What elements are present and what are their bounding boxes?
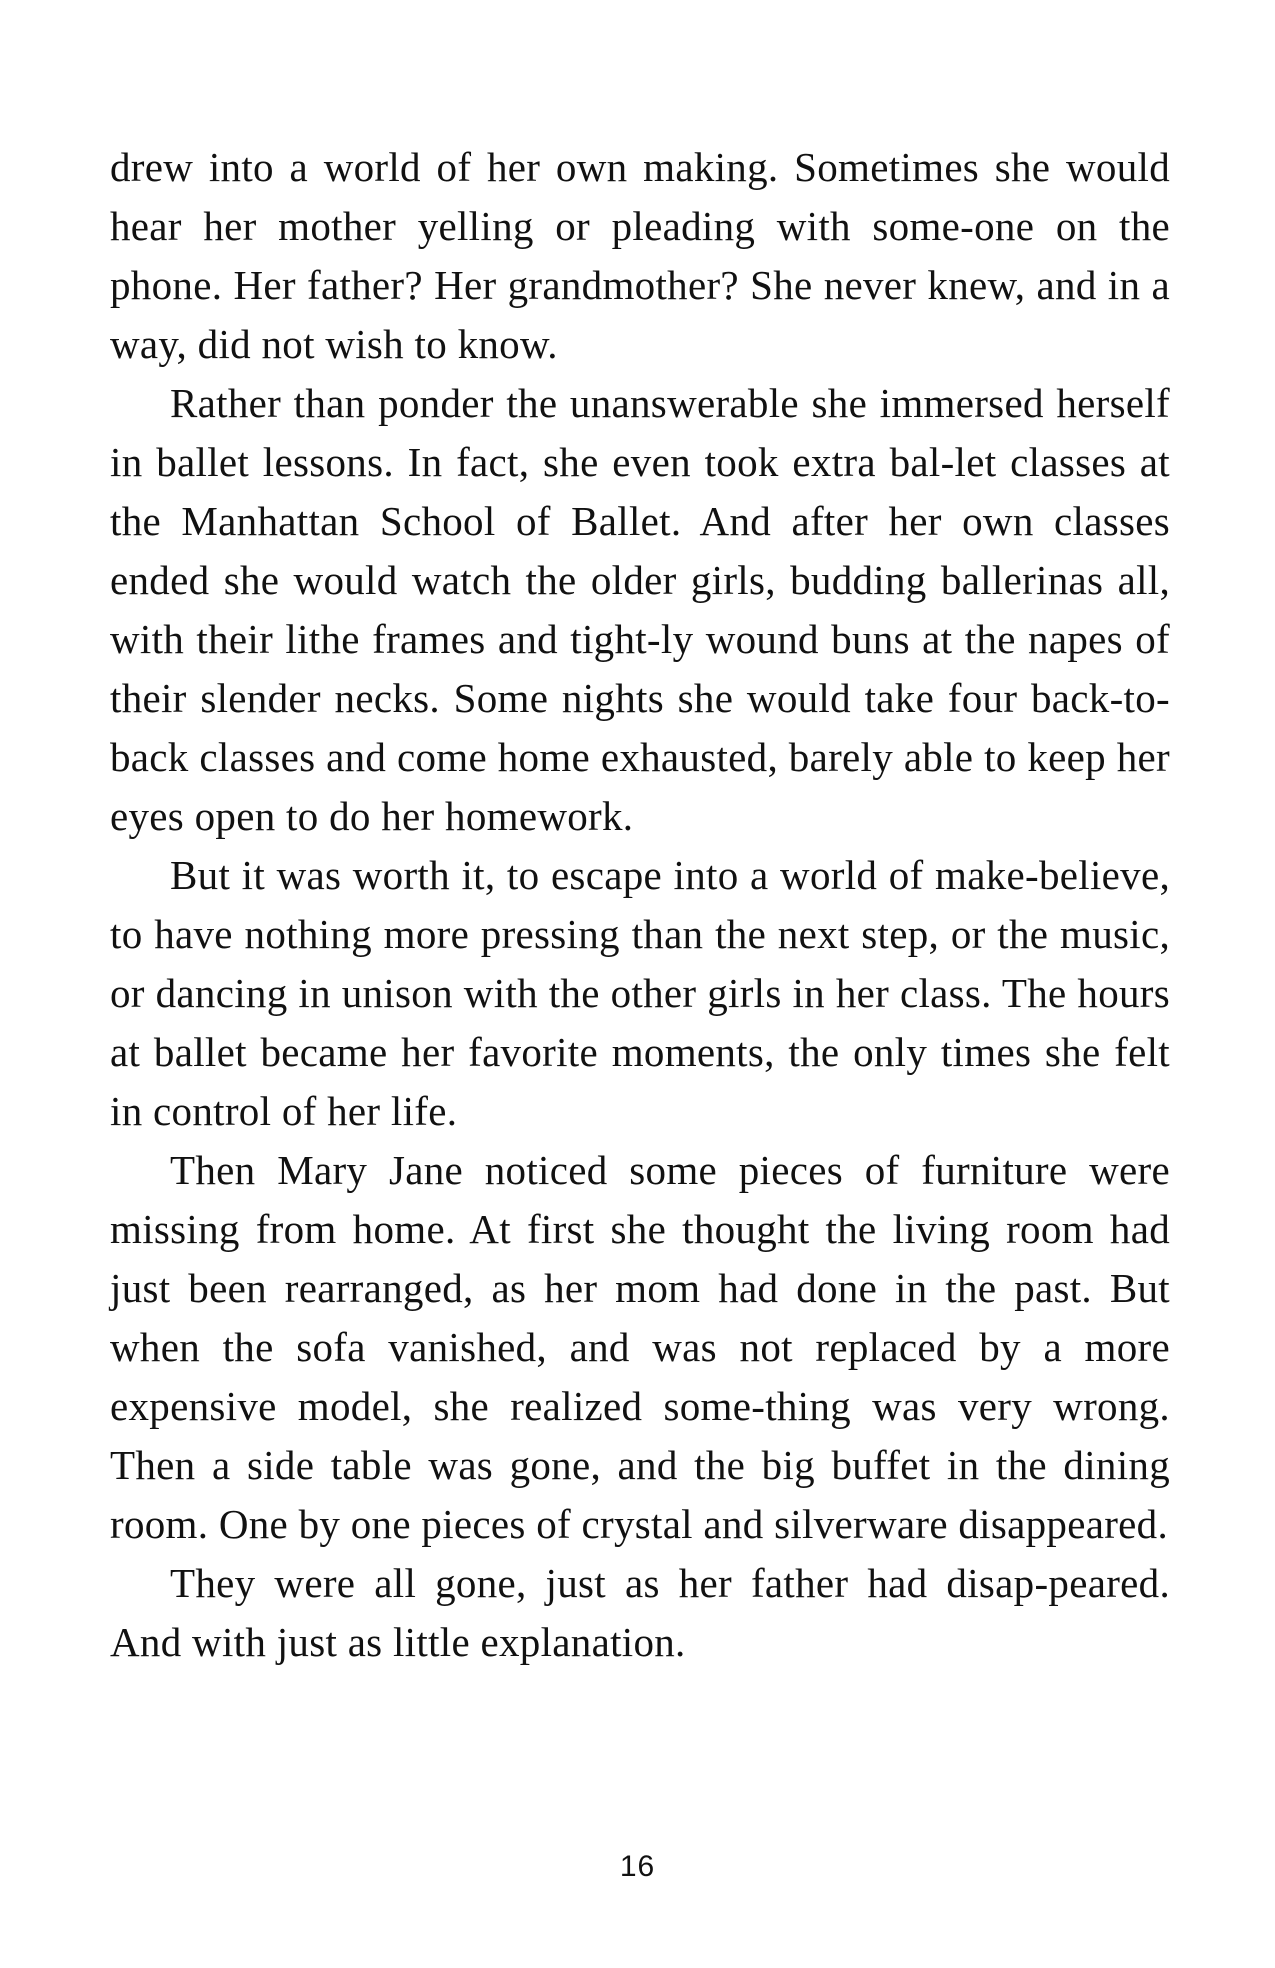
paragraph-2: Rather than ponder the unanswerable she immersed herself in ballet lessons. In fact, she even took extra bal-let classes at the Manhattan School of Ballet. And after her own classes ended she would watch the older girls, budding ballerinas all, with their lithe frames and tight-ly wound buns at the napes of their slender necks. Some nights she would take four back-to-back classes and come home exhausted, barely able to keep her eyes open to do her homework. (110, 380, 1170, 839)
paragraph-5: They were all gone, just as her father had disap-peared. And with just as little explanation. (110, 1560, 1170, 1665)
body-text (110, 138, 1170, 1672)
paragraph-4: Then Mary Jane noticed some pieces of furniture were missing from home. At first she thought the living room had just been rearranged, as her mom had done in the past. But when the sofa vanished, and was not replaced by a more expensive model, she realized some-thing was very wrong. Then a side table was gone, and the big buffet in the dining room. One by one pieces of crystal and silverware disappeared. (110, 1147, 1170, 1547)
paragraph-3: But it was worth it, to escape into a world of make-believe, to have nothing more pressing than the next step, or the music, or dancing in unison with the other girls in her class. The hours at ballet became her favorite moments, the only times she felt in control of her life. (110, 852, 1170, 1134)
paragraph-1: drew into a world of her own making. Sometimes she would hear her mother yelling or pleading with some-one on the phone. Her father? Her grandmother? She never knew, and in a way, did not wish to know. (110, 144, 1170, 367)
page-number: 16 (619, 1850, 656, 1883)
